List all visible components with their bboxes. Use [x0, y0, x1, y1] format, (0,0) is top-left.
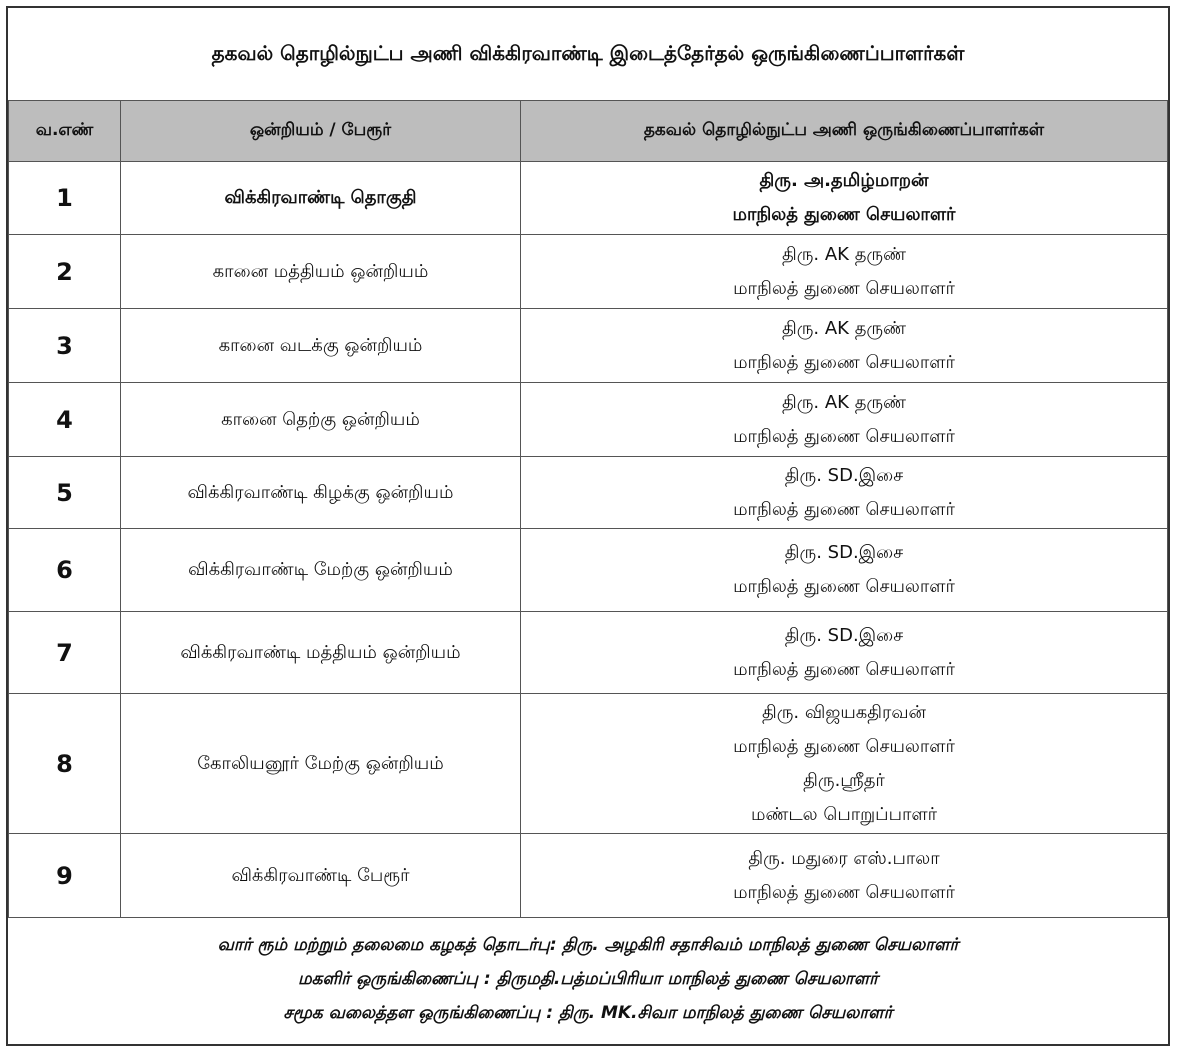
coordinator-name: திரு. அ.தமிழ்மாறன் — [759, 170, 929, 191]
coordinator-name: திரு. SD.இசை — [784, 542, 904, 563]
table-row — [9, 694, 1168, 834]
row-area: கோலியனூர் மேற்கு ஒன்றியம் — [121, 694, 521, 834]
row-coordinators — [521, 309, 1168, 383]
coordinator-name: திரு. SD.இசை — [784, 464, 904, 486]
row-coordinators — [521, 235, 1168, 309]
coordinator-name: திரு. AK தருண் — [781, 243, 907, 265]
table-row — [9, 162, 1168, 235]
coordinator-name: திரு. விஜயகதிரவன் — [761, 701, 927, 723]
row-coordinators — [521, 612, 1168, 694]
row-number: 1 — [9, 162, 121, 235]
row-area: விக்கிரவாண்டி மத்தியம் ஒன்றியம் — [121, 612, 521, 694]
coordinator-role: மாநிலத் துணை செயலாளர் — [733, 351, 955, 373]
coordinator-role: மாநிலத் துணை செயலாளர் — [733, 576, 955, 597]
row-area: விக்கிரவாண்டி கிழக்கு ஒன்றியம் — [121, 457, 521, 529]
table-row — [9, 529, 1168, 612]
row-coordinators — [521, 162, 1168, 235]
table-row — [9, 309, 1168, 383]
row-coordinators — [521, 383, 1168, 457]
coordinator-role: மண்டல பொறுப்பாளர் — [750, 803, 938, 825]
coordinator-role: மாநிலத் துணை செயலாளர் — [733, 881, 955, 903]
header-coordinators: தகவல் தொழில்நுட்ப அணி ஒருங்கிணைப்பாளர்கள் — [521, 101, 1168, 162]
coordinator-role: மாநிலத் துணை செயலாளர் — [733, 277, 955, 299]
coordinator-role: மாநிலத் துணை செயலாளர் — [732, 204, 956, 225]
footer-line-women: மகளிர் ஒருங்கிணைப்பு : திருமதி.பத்மப்பிரியா மாநிலத் துணை செயலாளர் — [297, 969, 879, 989]
document-frame — [6, 6, 1170, 1046]
footer-line-war-room: வார் ரூம் மற்றும் தலைமை கழகத் தொடர்பு: திரு. அழகிரி சதாசிவம் மாநிலத் துணை செயலாளர் — [217, 935, 959, 955]
coordinator-name: திரு. AK தருண் — [781, 317, 907, 339]
row-area: விக்கிரவாண்டி மேற்கு ஒன்றியம் — [121, 529, 521, 612]
coordinator-role: மாநிலத் துணை செயலாளர் — [733, 735, 955, 757]
row-coordinators — [521, 457, 1168, 529]
row-number: 3 — [9, 309, 121, 383]
footer-line-social-media: சமூக வலைத்தள ஒருங்கிணைப்பு : திரு. MK.சிவா மாநிலத் துணை செயலாளர் — [283, 1003, 893, 1023]
row-number: 6 — [9, 529, 121, 612]
table-row — [9, 457, 1168, 529]
row-area: கானை தெற்கு ஒன்றியம் — [121, 383, 521, 457]
coordinator-name: திரு. SD.இசை — [784, 624, 904, 646]
table-row — [9, 834, 1168, 918]
row-coordinators — [521, 694, 1168, 834]
row-area: விக்கிரவாண்டி பேரூர் — [121, 834, 521, 918]
row-number: 4 — [9, 383, 121, 457]
header-serial-number: வ.எண் — [9, 101, 121, 162]
table-row — [9, 612, 1168, 694]
coordinator-name: திரு. மதுரை எஸ்.பாலா — [748, 847, 940, 869]
row-number: 5 — [9, 457, 121, 529]
row-number: 8 — [9, 694, 121, 834]
row-area: கானை வடக்கு ஒன்றியம் — [121, 309, 521, 383]
row-coordinators — [521, 834, 1168, 918]
coordinator-role: மாநிலத் துணை செயலாளர் — [733, 425, 955, 447]
row-number: 9 — [9, 834, 121, 918]
footer-contacts — [8, 914, 1168, 1044]
coordinator-name: திரு.ஸ்ரீதர் — [803, 769, 885, 791]
coordinator-name: திரு. AK தருண் — [781, 391, 907, 413]
header-area: ஒன்றியம் / பேரூர் — [121, 101, 521, 162]
coordinator-role: மாநிலத் துணை செயலாளர் — [733, 498, 955, 520]
page-title: தகவல் தொழில்நுட்ப அணி விக்கிரவாண்டி இடைத்தேர்தல் ஒருங்கிணைப்பாளர்கள் — [211, 40, 965, 65]
row-number: 7 — [9, 612, 121, 694]
table-header-row — [9, 101, 1168, 162]
coordinator-role: மாநிலத் துணை செயலாளர் — [733, 658, 955, 680]
table-row — [9, 235, 1168, 309]
row-area: கானை மத்தியம் ஒன்றியம் — [121, 235, 521, 309]
row-coordinators — [521, 529, 1168, 612]
table-row — [9, 383, 1168, 457]
row-number: 2 — [9, 235, 121, 309]
row-area: விக்கிரவாண்டி தொகுதி — [121, 162, 521, 235]
coordinators-table — [8, 100, 1168, 918]
